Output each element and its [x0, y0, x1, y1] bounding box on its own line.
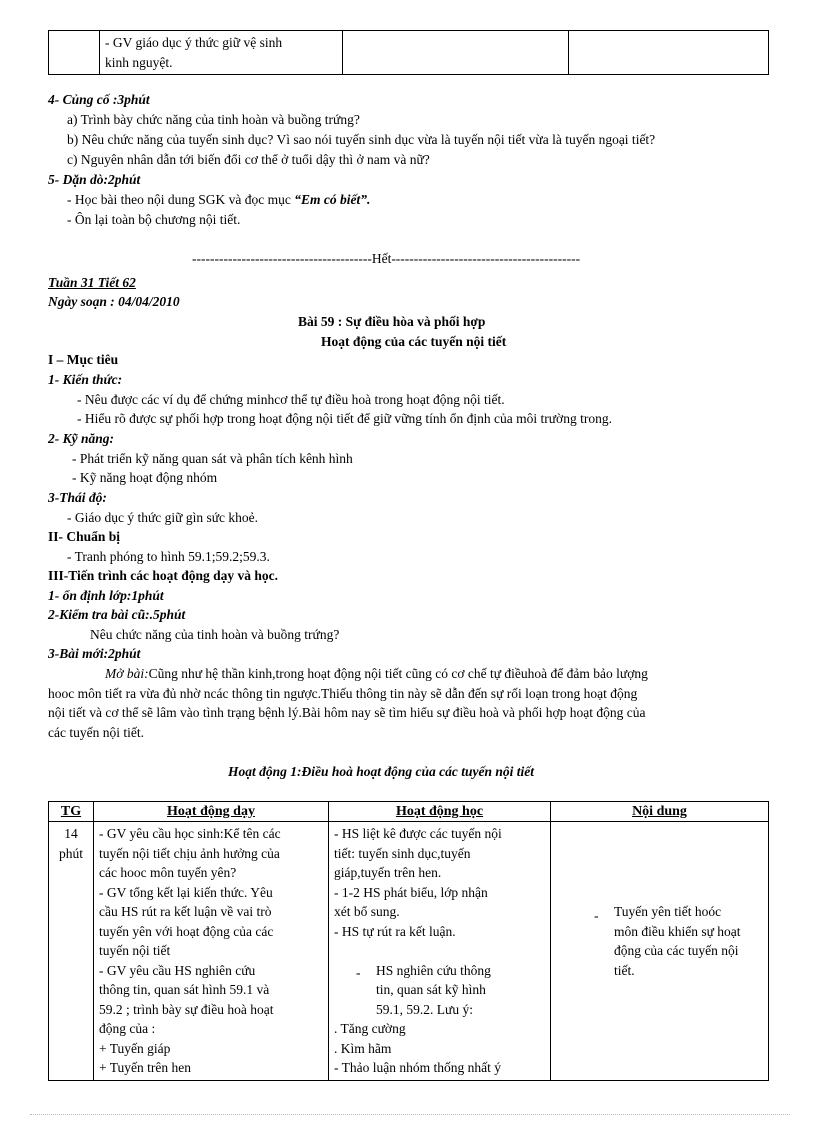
knowledge-item-2: - Hiểu rõ được sự phối hợp trong hoạt động nội tiết để giữ vững tính ổn định của môi trường trong.	[77, 411, 612, 426]
activity1-table	[48, 801, 769, 1081]
teacher-line: tuyến yên với hoạt động của các	[99, 923, 274, 939]
table-row	[49, 822, 769, 1081]
procedure-step-1: 1- ổn định lớp:1phút	[48, 588, 164, 603]
homework-item-1-text: - Học bài theo nội dung SGK và đọc mục	[67, 192, 295, 207]
content-line: động của các tuyến nội	[614, 943, 739, 958]
activity1-title: Hoạt động 1:Điều hoà hoạt động của các tuyến nội tiết	[228, 764, 535, 779]
consolidation-item-c: c) Nguyên nhân dẫn tới biến đổi cơ thể ở tuổi dậy thì ở nam và nữ?	[67, 152, 430, 167]
lesson-title-line1: Bài 59 : Sự điều hòa và phối hợp	[298, 314, 486, 329]
header-tg: TG	[49, 802, 94, 822]
did-you-know-ref: “Em có biết”.	[294, 192, 371, 207]
student-line: - Thảo luận nhóm thống nhất ý	[334, 1060, 501, 1075]
cell-line: kinh nguyệt.	[105, 54, 173, 70]
table-cell-empty-2	[343, 31, 569, 75]
content-line: môn điều khiển sự hoạt	[614, 923, 741, 939]
skills-item-1: - Phát triển kỹ năng quan sát và phân tích kênh hình	[72, 451, 353, 466]
teacher-line: tuyến nội tiết chịu ảnh hưởng của	[99, 845, 280, 861]
student-bullet: -	[356, 964, 361, 980]
attitude-item-1: - Giáo dục ý thức giữ gìn sức khoẻ.	[67, 510, 259, 525]
teacher-line: động của :	[99, 1021, 156, 1036]
preparation-heading: II- Chuẩn bị	[48, 529, 121, 544]
teacher-line: thông tin, quan sát hình 59.1 và	[99, 982, 270, 997]
teacher-line: các hooc môn tuyến yên?	[99, 865, 237, 880]
content-line: tiết.	[614, 962, 635, 978]
student-spacer	[334, 941, 545, 961]
student-line: giáp,tuyến trên hen.	[334, 865, 442, 880]
header-content: Nội dung	[551, 802, 769, 822]
student-line: tin, quan sát kỹ hình	[376, 982, 486, 997]
consolidation-item-b: b) Nêu chức năng của tuyến sinh dục? Vì sao nói tuyến sinh dục vừa là tuyến nội tiết vừa là tuyến ngoại tiết?	[67, 132, 656, 147]
content-bullet-group	[556, 902, 763, 980]
skills-item-2: - Kỹ năng hoạt động nhóm	[72, 470, 218, 485]
student-line: xét bổ sung.	[334, 904, 400, 919]
end-separator: ----------------------------------------Hết------------------------------------------	[192, 251, 581, 266]
page-bottom-border	[30, 1114, 790, 1115]
teacher-line: - GV yêu cầu học sinh:Kể tên các	[99, 826, 281, 841]
teacher-line: 59.2 ; trình bày sự điều hoà hoạt	[99, 1001, 274, 1017]
homework-item-1	[67, 192, 370, 208]
table-cell-empty-3	[569, 31, 769, 75]
procedure-step-3: 3-Bài mới:2phút	[48, 646, 141, 661]
student-line: - HS liệt kê được các tuyến nội	[334, 826, 502, 841]
cell-teacher-activity	[94, 822, 329, 1081]
cell-line: - GV giáo dục ý thức giữ vệ sinh	[105, 35, 283, 50]
procedure-heading: III-Tiến trình các hoạt động dạy và học.	[48, 568, 279, 583]
teacher-line: + Tuyến trên hen	[99, 1060, 191, 1075]
cell-student-activity	[329, 822, 551, 1081]
homework-heading: 5- Dặn dò:2phút	[48, 172, 141, 187]
cell-time	[49, 822, 94, 1081]
header-student: Hoạt động học	[329, 802, 551, 822]
teacher-line: - GV yêu cầu HS nghiên cứu	[99, 962, 256, 978]
intro-line-1	[105, 666, 648, 682]
student-line: . Tăng cường	[334, 1021, 406, 1036]
student-line: 59.1, 59.2. Lưu ý:	[376, 1001, 473, 1017]
consolidation-item-a: a) Trình bày chức năng của tinh hoàn và buồng trứng?	[67, 112, 360, 127]
table-header-row	[49, 802, 769, 822]
previous-lesson-table	[48, 30, 769, 75]
objectives-heading: I – Mục tiêu	[48, 352, 119, 367]
student-line: - 1-2 HS phát biểu, lớp nhận	[334, 884, 488, 900]
student-line: . Kìm hãm	[334, 1040, 392, 1056]
table-cell-teacher	[100, 31, 343, 75]
intro-line-3: nội tiết và cơ thể sẽ lâm vào tình trạng bệnh lý.Bài hôm nay sẽ tìm hiểu sự điều hoà và phối hợp hoạt động của	[48, 705, 646, 720]
time-unit: phút	[58, 845, 83, 861]
consolidation-heading: 4- Củng cố :3phút	[48, 92, 150, 107]
intro-line-2: hooc môn tiết ra vừa đủ nhờ ncác thông tin ngược.Thiếu thông tin này sẽ dẫn đến sự rối loạn trong hoạt động	[48, 686, 638, 701]
intro-line-1-text: Cũng như hệ thần kinh,trong hoạt động nội tiết cũng có cơ chế tự điềuhoà để đảm bảo lượng	[148, 666, 648, 681]
attitude-heading: 3-Thái độ:	[48, 490, 107, 505]
preparation-item: - Tranh phóng to hình 59.1;59.2;59.3.	[67, 549, 270, 564]
lesson-title-line2: Hoạt động của các tuyến nội tiết	[321, 334, 507, 349]
knowledge-item-1: - Nêu được các ví dụ để chứng minhcơ thể tự điều hoà trong hoạt động nội tiết.	[77, 392, 505, 407]
student-line: tiết: tuyến sinh dục,tuyến	[334, 845, 471, 861]
teacher-line: tuyến nội tiết	[99, 943, 171, 958]
student-line: - HS tự rút ra kết luận.	[334, 923, 456, 939]
review-question: Nêu chức năng của tinh hoàn và buồng trứng?	[90, 627, 340, 642]
header-teacher: Hoạt động dạy	[94, 802, 329, 822]
table-cell-empty-1	[49, 31, 100, 75]
homework-item-2: - Ôn lại toàn bộ chương nội tiết.	[67, 212, 241, 227]
teacher-line: - GV tổng kết lại kiến thức. Yêu	[99, 884, 273, 900]
teacher-line: cầu HS rút ra kết luận về vai trò	[99, 904, 272, 919]
intro-label: Mở bài:	[105, 666, 149, 681]
teacher-line: + Tuyến giáp	[99, 1040, 171, 1056]
date-label: Ngày soạn : 04/04/2010	[48, 294, 180, 309]
content-bullet: -	[594, 908, 599, 923]
knowledge-heading: 1- Kiến thức:	[48, 372, 123, 387]
student-bullet-group	[334, 961, 545, 1020]
content-line: Tuyến yên tiết hoóc	[614, 904, 722, 919]
skills-heading: 2- Kỹ năng:	[48, 431, 115, 446]
time-value: 14	[64, 826, 78, 841]
intro-line-4: các tuyến nội tiết.	[48, 725, 144, 740]
cell-content	[551, 822, 769, 1081]
student-line: HS nghiên cứu thông	[376, 962, 491, 978]
procedure-step-2: 2-Kiểm tra bài cũ:.5phút	[48, 607, 186, 622]
week-label: Tuần 31 Tiết 62	[48, 275, 136, 290]
